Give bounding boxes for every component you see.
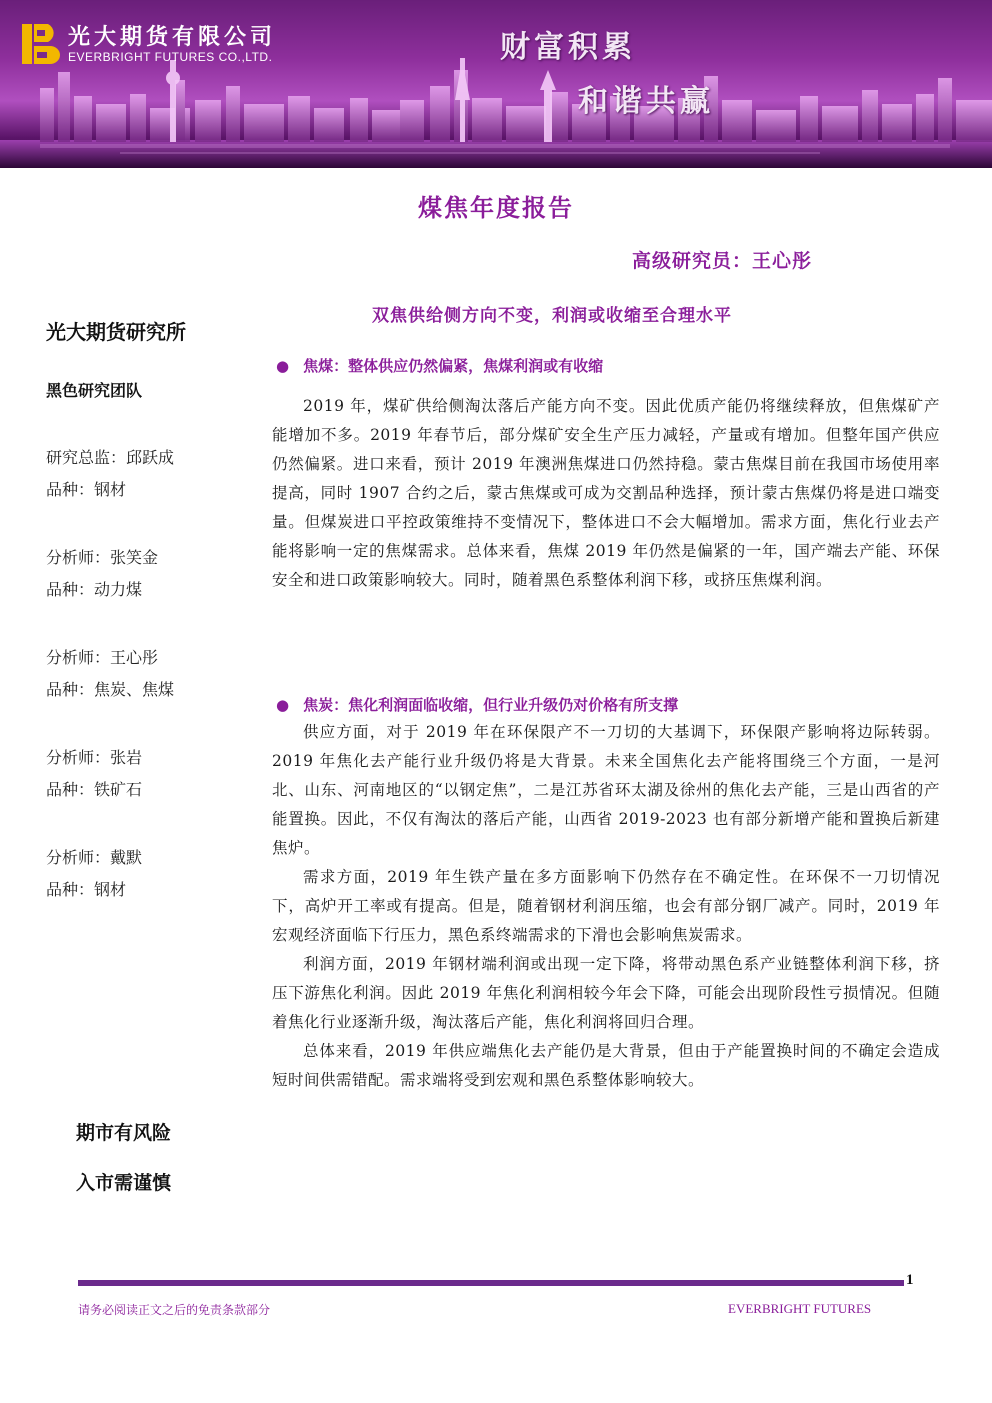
staff-role: 分析师：张岩 <box>46 748 143 767</box>
staff-role: 分析师：戴默 <box>46 848 143 867</box>
staff-role: 研究总监：邱跃成 <box>46 448 175 467</box>
paragraph: 需求方面，2019 年生铁产量在多方面影响下仍然存在不确定性。在环保不一刀切情况下，高炉开工率或有提高。但是，随着钢材利润压缩，也会有部分钢厂减产。同时，2019 年宏观经济面临下行压力，黑色系终端需求的下滑也会影响焦炭需求。 <box>272 868 940 944</box>
paragraph: 2019 年，煤矿供给侧淘汰落后产能方向不变。因此优质产能仍将继续释放，但焦煤矿产能增加不多。2019 年春节后，部分煤矿安全生产压力减轻，产量或有增加。但整年国产供应仍然偏紧。进口来看，预计 2019 年澳洲焦煤进口仍然持稳。蒙古焦煤目前在我国市场使用率提高，同时 1907 合约之后，蒙古焦煤或可成为交割品种选择，预计蒙古焦煤仍将是进口端变量。但煤炭进口平控政策维持不变情况下，整体进口不会大幅增加。需求方面，焦化行业去产能将影响一定的焦煤需求。总体来看，焦煤 2019 年仍然是偏紧的一年，国产端去产能、环保安全和进口政策影响较大。同时，随着黑色系整体利润下移，或挤压焦煤利润。 <box>272 397 940 589</box>
staff-entry <box>46 442 246 506</box>
staff-product: 品种：钢材 <box>46 480 127 499</box>
team-name: 黑色研究团队 <box>46 381 143 400</box>
disclaimer-note: 请务必阅读正文之后的免责条款部分 <box>78 1303 271 1317</box>
staff-entry <box>46 642 246 706</box>
bullet-icon: ● <box>276 357 290 375</box>
report-headline: 双焦供给侧方向不变，利润或收缩至合理水平 <box>372 306 732 326</box>
staff-role: 分析师：王心彤 <box>46 648 159 667</box>
slogan-line-1: 财富积累 <box>500 30 636 65</box>
researcher-name: 高级研究员：王心彤 <box>632 250 813 272</box>
footer-divider <box>78 1280 904 1286</box>
staff-entry <box>46 542 246 606</box>
section-heading-text: 焦煤：整体供应仍然偏紧，焦煤利润或有收缩 <box>303 357 604 375</box>
staff-entry <box>46 742 246 806</box>
section-heading-text: 焦炭：焦化利润面临收缩，但行业升级仍对价格有所支撑 <box>303 696 679 714</box>
slogan-line-2: 和谐共赢 <box>578 84 714 119</box>
institute-name: 光大期货研究所 <box>46 320 186 344</box>
paragraph: 供应方面，对于 2019 年在环保限产不一刀切的大基调下，环保限产影响将边际转弱。2019 年焦化去产能行业升级仍将是大背景。未来全国焦化去产能将围绕三个方面，一是河北、山东、河南地区的“以钢定焦”，二是江苏省环太湖及徐州的焦化去产能，三是山西省的产能置换。因此，不仅有淘汰的落后产能，山西省 2019-2023 也有部分新增产能和置换后新建焦炉。 <box>272 723 940 857</box>
section-heading-coke <box>276 694 678 715</box>
header-banner <box>0 0 992 168</box>
company-name-en: EVERBRIGHT FUTURES CO.,LTD. <box>68 50 273 64</box>
company-name-cn: 光大期货有限公司 <box>68 25 277 50</box>
section-body-coke <box>272 718 940 1095</box>
staff-product: 品种：铁矿石 <box>46 780 143 799</box>
report-title: 煤焦年度报告 <box>418 194 574 222</box>
footer-brand: EVERBRIGHT FUTURES <box>728 1301 872 1316</box>
staff-role: 分析师：张笑金 <box>46 548 159 567</box>
staff-entry <box>46 842 246 906</box>
staff-list <box>46 442 246 942</box>
risk-warning-line-2: 入市需谨慎 <box>76 1172 172 1194</box>
staff-product: 品种：焦炭、焦煤 <box>46 680 175 699</box>
bullet-icon: ● <box>276 696 290 714</box>
logo-icon <box>20 22 60 66</box>
risk-warning-line-1: 期市有风险 <box>76 1122 172 1144</box>
staff-product: 品种：动力煤 <box>46 580 143 599</box>
staff-product: 品种：钢材 <box>46 880 127 899</box>
section-heading-coking-coal <box>276 355 603 376</box>
paragraph: 总体来看，2019 年供应端焦化去产能仍是大背景，但由于产能置换时间的不确定会造成短时间供需错配。需求端将受到宏观和黑色系整体影响较大。 <box>272 1042 940 1089</box>
section-body-coking-coal <box>272 392 940 595</box>
page-number: 1 <box>906 1272 914 1288</box>
paragraph: 利润方面，2019 年钢材端利润或出现一定下降，将带动黑色系产业链整体利润下移，挤压下游焦化利润。因此 2019 年焦化利润相较今年会下降，可能会出现阶段性亏损情况。但随着焦化行业逐渐升级，淘汰落后产能，焦化利润将回归合理。 <box>272 955 940 1031</box>
